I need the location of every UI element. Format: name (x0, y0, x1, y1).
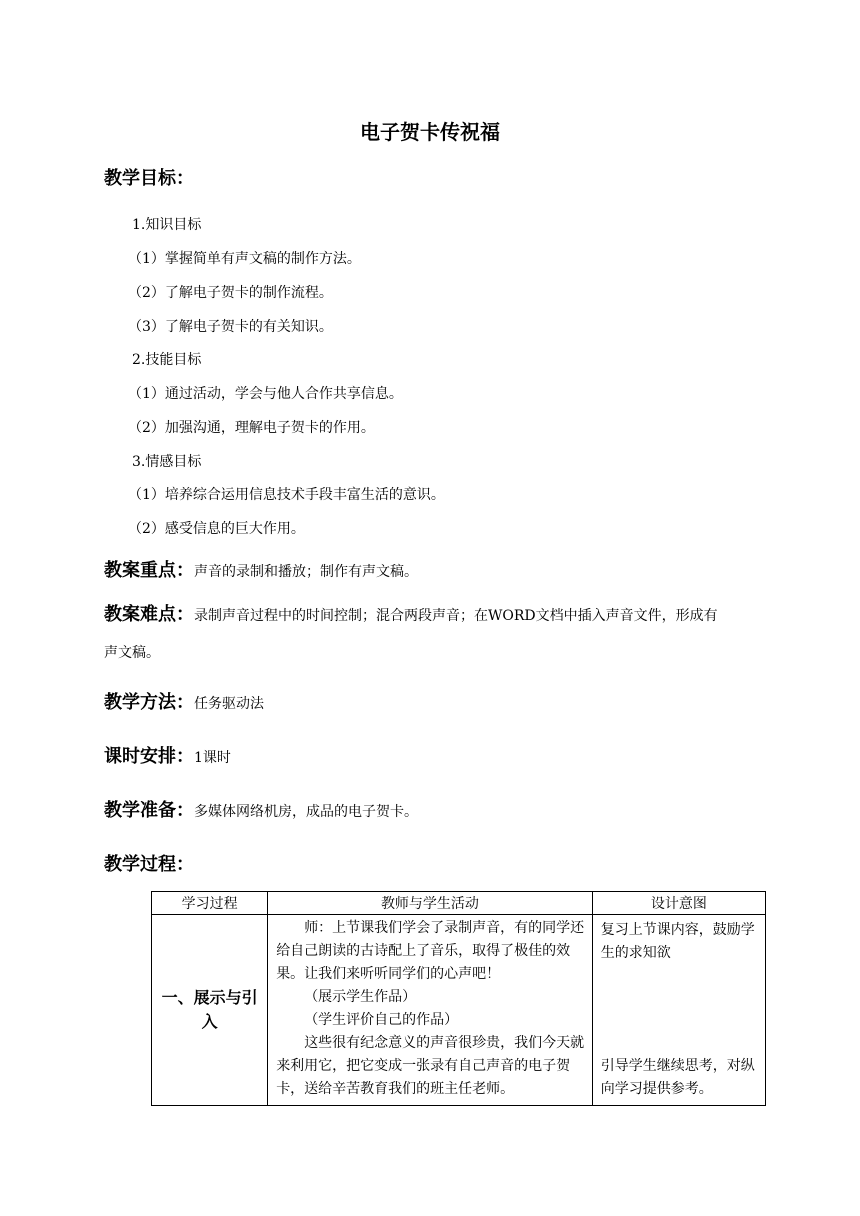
difficulties-text: 录制声音过程中的时间控制；混合两段声音；在WORD文档中插入声音文件，形成有 (194, 608, 718, 624)
design-cell (592, 915, 765, 1106)
objective-line: （2）了解电子贺卡的制作流程。 (128, 285, 333, 301)
table-header-row (152, 892, 766, 915)
objective-line: 2.技能目标 (132, 352, 202, 368)
document-title: 电子贺卡传祝福 (360, 120, 500, 144)
objective-line: （3）了解电子贺卡的有关知识。 (128, 319, 333, 335)
difficulties-label: 教案难点： (104, 604, 194, 625)
schedule-label: 课时安排： (104, 746, 194, 767)
schedule-row (104, 742, 231, 768)
activity-paragraph: （展示学生作品） (304, 989, 417, 1005)
process-table (151, 891, 766, 1106)
table-row (152, 915, 766, 1106)
key-points-text: 声音的录制和播放；制作有声文稿。 (194, 564, 418, 580)
objective-line: （1）通过活动，学会与他人合作共享信息。 (128, 386, 403, 402)
preparation-label: 教学准备： (104, 800, 194, 821)
key-points-row (104, 556, 418, 582)
objective-line: 1.知识目标 (132, 217, 202, 233)
method-row (104, 688, 264, 714)
objective-line: 3.情感目标 (132, 454, 202, 470)
design-intent-top: 复习上节课内容，鼓励学生的求知欲 (600, 922, 755, 961)
process-heading: 教学过程： (104, 854, 194, 875)
preparation-row (104, 796, 418, 822)
difficulties-row (104, 600, 718, 626)
objective-line: （1）培养综合运用信息技术手段丰富生活的意识。 (128, 487, 445, 503)
method-text: 任务驱动法 (194, 696, 264, 712)
objective-line: （1）掌握简单有声文稿的制作方法。 (128, 251, 361, 267)
activity-paragraph: （学生评价自己的作品） (304, 1012, 459, 1028)
column-header: 设计意图 (592, 892, 765, 915)
column-header: 学习过程 (152, 892, 268, 915)
objective-line: （2）加强沟通，理解电子贺卡的作用。 (128, 420, 375, 436)
schedule-text: 1课时 (194, 750, 231, 766)
preparation-text: 多媒体网络机房，成品的电子贺卡。 (194, 804, 418, 820)
objective-line: （2）感受信息的巨大作用。 (128, 521, 305, 537)
method-label: 教学方法： (104, 692, 194, 713)
difficulties-text-continued: 声文稿。 (104, 645, 160, 661)
activity-cell (268, 915, 593, 1106)
stage-cell: 一、展示与引入 (152, 915, 268, 1106)
activity-paragraph: 这些很有纪念意义的声音很珍贵，我们今天就来利用它，把它变成一张录有自己声音的电子贺卡，送给辛苦教育我们的班主任老师。 (276, 1035, 585, 1097)
activity-paragraph: 师：上节课我们学会了录制声音，有的同学还给自己朗读的古诗配上了音乐，取得了极佳的效果。让我们来听听同学们的心声吧！ (276, 920, 585, 982)
design-intent-bottom: 引导学生继续思考，对纵向学习提供参考。 (600, 1058, 755, 1097)
key-points-label: 教案重点： (104, 560, 194, 581)
column-header: 教师与学生活动 (268, 892, 593, 915)
objectives-heading: 教学目标： (104, 168, 194, 189)
